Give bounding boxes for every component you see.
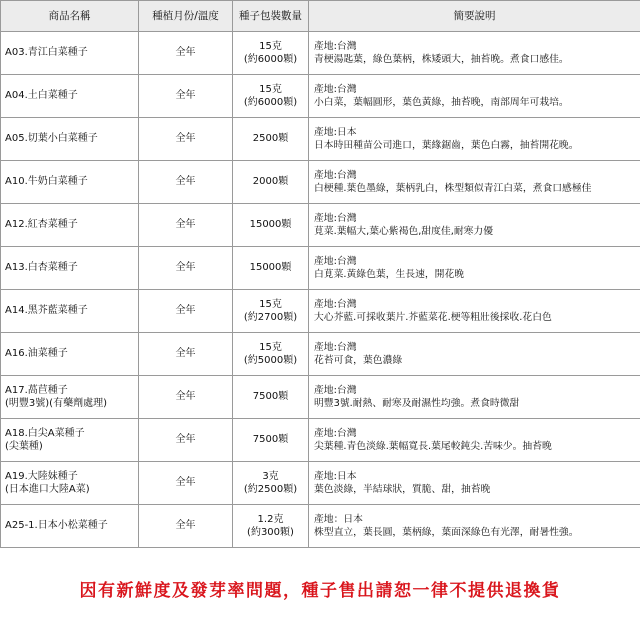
planting-month-cell: 全年 xyxy=(139,333,233,376)
package-qty-cell-line: 3克 xyxy=(262,470,279,482)
header-planting-month: 種植月份/溫度 xyxy=(139,1,233,32)
package-qty-cell-line: 7500顆 xyxy=(252,434,289,446)
package-qty-cell xyxy=(233,118,309,161)
planting-month-cell: 全年 xyxy=(139,32,233,75)
package-qty-cell-line: 7500顆 xyxy=(252,391,289,403)
planting-month-cell: 全年 xyxy=(139,376,233,419)
planting-month-cell: 全年 xyxy=(139,118,233,161)
planting-month-cell: 全年 xyxy=(139,290,233,333)
package-qty-cell xyxy=(233,376,309,419)
product-name-cell-line: A14.黑芥藍菜種子 xyxy=(5,305,88,317)
description-cell-line: 產地:台灣 xyxy=(314,384,357,396)
description-cell xyxy=(309,376,640,419)
package-qty-cell-line: (約300顆) xyxy=(247,527,294,538)
product-name-cell-line: A25-1.日本小松菜種子 xyxy=(5,520,108,532)
description-cell xyxy=(309,419,640,462)
table-row xyxy=(1,462,640,505)
product-name-cell-line: A05.切葉小白菜種子 xyxy=(5,133,98,145)
description-cell xyxy=(309,290,640,333)
header-package-qty: 種子包裝數量 xyxy=(233,1,309,32)
table-row xyxy=(1,505,640,548)
table-row xyxy=(1,161,640,204)
planting-month-cell: 全年 xyxy=(139,462,233,505)
package-qty-cell-line: 1.2克 xyxy=(257,513,284,525)
package-qty-cell-line: 15克 xyxy=(259,341,282,353)
package-qty-cell-line: 15000顆 xyxy=(249,219,292,231)
description-cell xyxy=(309,75,640,118)
description-cell xyxy=(309,32,640,75)
package-qty-cell-line: (約6000顆) xyxy=(243,54,298,65)
product-name-cell-line: (日本進口大陸A菜) xyxy=(5,484,90,495)
table-header-row xyxy=(1,1,640,32)
package-qty-cell xyxy=(233,75,309,118)
package-qty-cell xyxy=(233,32,309,75)
description-cell-line: 花苔可食，葉色濃綠 xyxy=(314,355,403,366)
planting-month-cell: 全年 xyxy=(139,505,233,548)
description-cell-line: 產地:日本 xyxy=(314,126,357,138)
package-qty-cell-line: 15克 xyxy=(259,40,282,52)
package-qty-cell xyxy=(233,462,309,505)
package-qty-cell-line: 15000顆 xyxy=(249,262,292,274)
description-cell-line: 產地:台灣 xyxy=(314,298,357,310)
description-cell-line: 產地:台灣 xyxy=(314,40,357,52)
product-name-cell xyxy=(1,118,139,161)
description-cell-line: 產地:台灣 xyxy=(314,255,357,267)
product-name-cell-line: A12.紅杏菜種子 xyxy=(5,219,78,231)
description-cell-line: 產地:日本 xyxy=(314,470,357,482)
description-cell-line: 尖葉種.青色淡綠.葉幅寬長.葉尾較鈍尖.苦味少。抽苔晚 xyxy=(314,441,552,452)
package-qty-cell-line: 15克 xyxy=(259,83,282,95)
product-name-cell xyxy=(1,247,139,290)
description-cell-line: 產地:台灣 xyxy=(314,427,357,439)
product-name-cell-line: A17.萵苣種子 xyxy=(5,384,68,396)
planting-month-cell: 全年 xyxy=(139,247,233,290)
package-qty-cell-line: (約2500顆) xyxy=(243,484,298,495)
description-cell-line: 白莧菜.黃綠色葉，生長速，開花晚 xyxy=(314,269,465,280)
package-qty-cell-line: (約5000顆) xyxy=(243,355,298,366)
table-row xyxy=(1,333,640,376)
table-body xyxy=(1,32,640,548)
table-row xyxy=(1,247,640,290)
description-cell xyxy=(309,118,640,161)
description-cell-line: 白梗種.葉色墨綠，葉柄乳白，株型類似青江白菜，煮食口感極佳 xyxy=(314,183,592,194)
product-name-cell xyxy=(1,419,139,462)
table-row xyxy=(1,419,640,462)
product-name-cell-line: A13.白杏菜種子 xyxy=(5,262,78,274)
description-cell xyxy=(309,505,640,548)
package-qty-cell-line: 2000顆 xyxy=(252,176,289,188)
table-row xyxy=(1,32,640,75)
package-qty-cell xyxy=(233,161,309,204)
table-row xyxy=(1,376,640,419)
description-cell xyxy=(309,462,640,505)
product-name-cell-line: A18.白尖A菜種子 xyxy=(5,427,85,439)
package-qty-cell-line: 2500顆 xyxy=(252,133,289,145)
description-cell-line: 葉色淡綠，半結球狀，質脆、甜，抽苔晚 xyxy=(314,484,491,495)
description-cell xyxy=(309,247,640,290)
description-cell-line: 明豐3號.耐熱、耐寒及耐濕性均強。煮食時微甜 xyxy=(314,398,520,409)
description-cell-line: 產地:台灣 xyxy=(314,212,357,224)
description-cell-line: 產地：日本 xyxy=(314,513,363,525)
description-cell-line: 莧菜.葉幅大,葉心紫褐色,甜度佳,耐寒力優 xyxy=(314,226,494,237)
description-cell-line: 產地:台灣 xyxy=(314,169,357,181)
description-cell-line: 小白菜，葉幅圓形，葉色黃綠，抽苔晚，南部周年可栽培。 xyxy=(314,97,569,108)
header-product-name: 商品名稱 xyxy=(1,1,139,32)
product-name-cell xyxy=(1,505,139,548)
table-row xyxy=(1,204,640,247)
table-row xyxy=(1,118,640,161)
package-qty-cell-line: (約6000顆) xyxy=(243,97,298,108)
planting-month-cell: 全年 xyxy=(139,75,233,118)
product-name-cell xyxy=(1,333,139,376)
planting-month-cell: 全年 xyxy=(139,419,233,462)
header-description: 簡要說明 xyxy=(309,1,640,32)
package-qty-cell xyxy=(233,247,309,290)
description-cell-line: 株型直立，葉長圓，葉柄綠，葉面深綠色有光澤，耐暑性強。 xyxy=(314,527,579,538)
planting-month-cell: 全年 xyxy=(139,204,233,247)
description-cell xyxy=(309,161,640,204)
product-name-cell xyxy=(1,376,139,419)
description-cell-line: 青梗湯匙葉，綠色葉柄，株矮頭大，抽苔晚。煮食口感佳。 xyxy=(314,54,569,65)
product-name-cell-line: (明豐3號)(有藥劑處理) xyxy=(5,398,107,409)
product-name-cell xyxy=(1,161,139,204)
package-qty-cell xyxy=(233,505,309,548)
table-row xyxy=(1,290,640,333)
package-qty-cell-line: 15克 xyxy=(259,298,282,310)
product-name-cell-line: A04.土白菜種子 xyxy=(5,90,78,102)
product-name-cell-line: A03.青江白菜種子 xyxy=(5,47,88,59)
product-name-cell-line: (尖葉種) xyxy=(5,441,43,452)
table-row xyxy=(1,75,640,118)
product-name-cell-line: A16.油菜種子 xyxy=(5,348,68,360)
package-qty-cell xyxy=(233,290,309,333)
product-name-cell xyxy=(1,32,139,75)
description-cell-line: 大心芥藍.可採收葉片.芥藍菜花.梗等粗壯後採收.花白色 xyxy=(314,312,552,323)
product-name-cell-line: A10.牛奶白菜種子 xyxy=(5,176,88,188)
package-qty-cell-line: (約2700顆) xyxy=(243,312,298,323)
package-qty-cell xyxy=(233,419,309,462)
description-cell xyxy=(309,333,640,376)
product-name-cell xyxy=(1,204,139,247)
product-name-cell xyxy=(1,75,139,118)
description-cell-line: 產地:台灣 xyxy=(314,83,357,95)
product-name-cell xyxy=(1,290,139,333)
planting-month-cell: 全年 xyxy=(139,161,233,204)
description-cell-line: 日本時田種苗公司進口，葉緣鋸齒，葉色白霧，抽苔開花晚。 xyxy=(314,140,579,151)
description-cell xyxy=(309,204,640,247)
package-qty-cell xyxy=(233,204,309,247)
product-name-cell-line: A19.大陸妹種子 xyxy=(5,470,78,482)
no-return-notice: 因有新鮮度及發芽率問題，種子售出請恕一律不提供退換貨 xyxy=(79,581,561,601)
description-cell-line: 產地:台灣 xyxy=(314,341,357,353)
package-qty-cell xyxy=(233,333,309,376)
product-name-cell xyxy=(1,462,139,505)
